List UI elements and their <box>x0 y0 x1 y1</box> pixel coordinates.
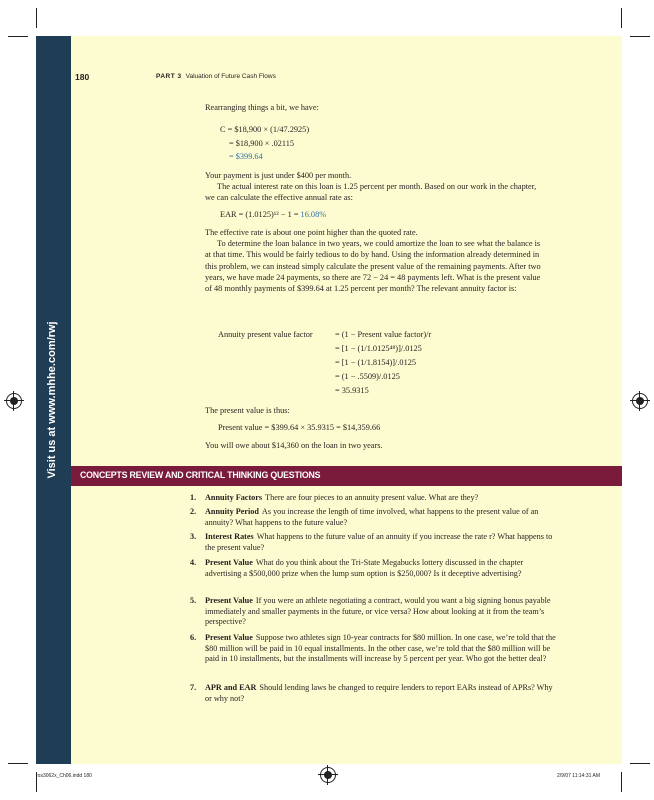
question-number: 2. <box>190 507 197 516</box>
question-text: What do you think about the Tri-State Megabucks lottery discussed in the chapter advertising a $500,000 prize when the lump sum option is $250,000? Is it deceptive advertising? <box>205 558 524 578</box>
registration-mark-icon <box>6 393 22 409</box>
question-title: APR and EAR <box>205 683 257 692</box>
registration-mark-icon <box>632 393 648 409</box>
paragraph <box>205 227 545 294</box>
paragraph-text: You will owe about $14,360 on the loan in two years. <box>205 441 383 450</box>
equation-result: = $399.64 <box>229 152 263 161</box>
paragraph-text: The effective rate is about one point higher than the quoted rate. <box>205 228 418 237</box>
crop-mark <box>621 8 622 28</box>
crop-mark <box>8 763 28 764</box>
equation-line: C = $18,900 × (1/47.2925) <box>220 125 310 134</box>
question-text: Should lending laws be changed to require lenders to report EARs instead of APRs? Why or why not? <box>205 683 553 703</box>
annuity-line: = [1 − (1/1.8154)]/.0125 <box>335 358 417 367</box>
footer-timestamp: 2/9/07 11:14:31 AM <box>557 773 600 779</box>
crop-mark <box>621 772 622 792</box>
question-title: Annuity Period <box>205 507 259 516</box>
annuity-line: = [1 − (1/1.0125⁴⁸)]/.0125 <box>335 344 422 353</box>
equation-line: = $18,900 × .02115 <box>229 139 295 148</box>
crop-mark <box>8 36 28 37</box>
registration-mark-icon <box>320 767 336 783</box>
paragraph <box>205 170 545 204</box>
question-text: As you increase the length of time involved, what happens to the present value of an annuity? What happens to the future value? <box>205 507 539 527</box>
section-banner <box>71 466 622 486</box>
question-number: 1. <box>190 493 197 502</box>
annuity-line: = (1 − Present value factor)/r <box>335 330 432 339</box>
question-title: Present Value <box>205 633 253 642</box>
paragraph-text: Your payment is just under $400 per month. <box>205 171 352 180</box>
question-number: 6. <box>190 633 197 642</box>
question-title: Present Value <box>205 596 253 605</box>
question-title: Present Value <box>205 558 253 567</box>
question-text: There are four pieces to an annuity present value. What are they? <box>265 493 479 502</box>
question-text: Suppose two athletes sign 10-year contracts for $80 million. In one case, we’re told that the $80 million will be paid in 10 equal installments. In the other case, we’re told that the $80 million will be paid in 10 installments, but the installments will increase by 5 percent per year. Who got the better deal? <box>205 633 556 664</box>
paragraph-text: To determine the loan balance in two years, we could amortize the loan to see what the balance is at that time. This would be fairly tedious to do by hand. Using the information already determined in this problem, we can instead simply calculate the present value of the remaining payments. After two years, we have made 24 payments, so there are 72 − 24 = 48 payments left. What is the present value of 48 monthly payments of $399.64 at 1.25 percent per month? The relevant annuity factor is: <box>205 239 541 294</box>
paragraph-text: The present value is thus: <box>205 406 290 415</box>
crop-mark <box>630 763 650 764</box>
footer-file-slug: ros3062x_Ch06.indd 180 <box>36 773 92 779</box>
part-label: PART 3 <box>156 73 182 80</box>
question-number: 7. <box>190 683 197 692</box>
crop-mark <box>630 36 650 37</box>
intro-text: Rearranging things a bit, we have: <box>205 103 319 112</box>
crop-mark <box>36 8 37 28</box>
question-text: What happens to the future value of an annuity if you increase the rate r? What happens to the present value? <box>205 532 553 552</box>
annuity-line: = 35.9315 <box>335 386 369 395</box>
ear-label: EAR = (1.0125)¹² − 1 = <box>220 210 301 219</box>
question-title: Interest Rates <box>205 532 254 541</box>
annuity-line: = (1 − .5509)/.0125 <box>335 372 400 381</box>
question-number: 3. <box>190 532 197 541</box>
paragraph-text: The actual interest rate on this loan is 1.25 percent per month. Based on our work in the chapter, we can calculate the effective annual rate as: <box>205 182 537 203</box>
question-title: Annuity Factors <box>205 493 263 502</box>
question-text: If you were an athlete negotiating a contract, would you want a big signing bonus payable immediately and smaller payments in the future, or vice versa? How about looking at it from the team’s perspective? <box>205 596 551 627</box>
running-header <box>156 73 276 80</box>
sidebar-url-text: Visit us at www.mhhe.com/rwj <box>46 321 58 479</box>
ear-value: 16.08% <box>300 210 327 219</box>
present-value-equation: Present value = $399.64 × 35.9315 = $14,359.66 <box>218 423 381 432</box>
page-number: 180 <box>75 72 90 82</box>
question-number: 5. <box>190 596 197 605</box>
section-title: CONCEPTS REVIEW AND CRITICAL THINKING QUESTIONS <box>80 470 321 480</box>
annuity-label: Annuity present value factor <box>218 330 313 339</box>
part-title: Valuation of Future Cash Flows <box>185 73 276 80</box>
ear-equation <box>220 210 326 219</box>
question-number: 4. <box>190 558 197 567</box>
